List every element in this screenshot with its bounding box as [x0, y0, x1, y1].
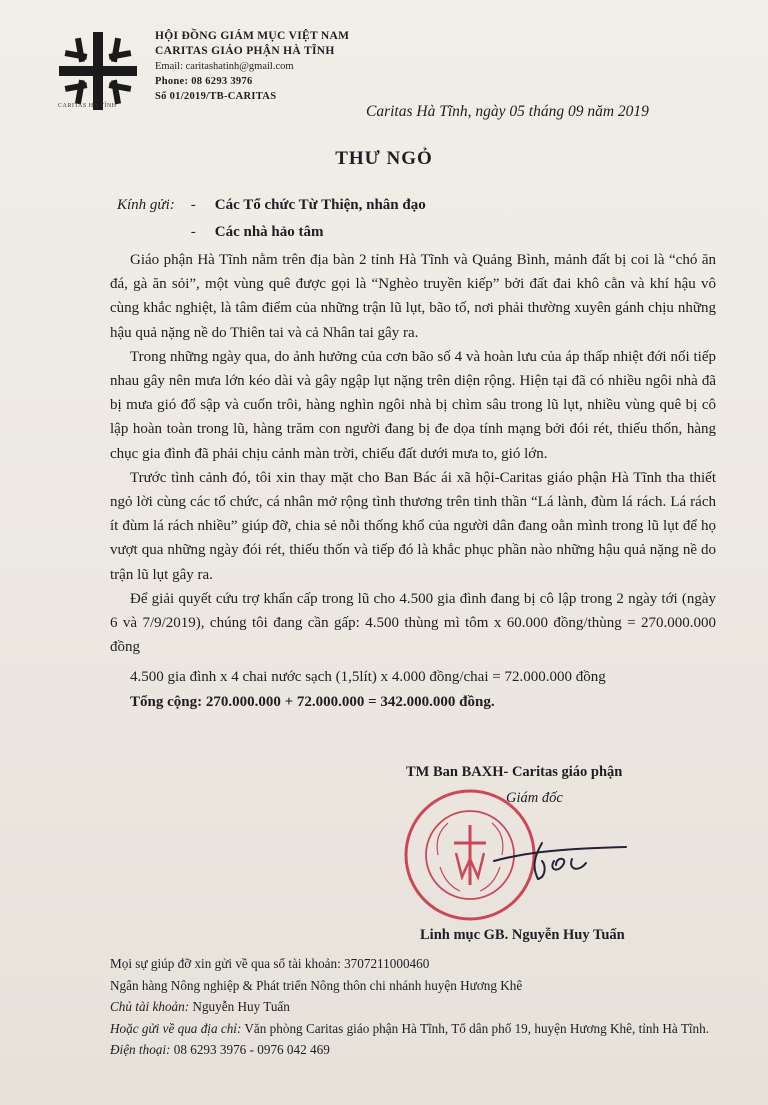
paragraph-3: Trước tình cảnh đó, tôi xin thay mặt cho Ban Bác ái xã hội-Caritas giáo phận Hà Tĩnh tha thiết ngỏ lời cùng các tổ chức, cá nhân mở rộng tình thương trên tinh thần “Lá lành, đùm lá rách. Lá rách ít đùm lá rách nhiều” giúp đỡ, chia sẻ nỗi thống khổ của người dân đang oằn mình trong lũ lụt để họ vượt qua những ngày đói rét, thiếu thốn và tiếp đó là khắc phục phần nào những hậu quả nặng nề do trận lũ lụt gây ra.: [110, 469, 716, 583]
phone-line: Phone: 08 6293 3976: [155, 76, 253, 87]
org-name-1: HỘI ĐỒNG GIÁM MỤC VIỆT NAM: [155, 30, 350, 42]
water-cost-line: 4.500 gia đình x 4 chai nước sạch (1,5lít) x 4.000 đồng/chai = 72.000.000 đồng: [130, 669, 606, 686]
phone-label: Điện thoại:: [110, 1042, 171, 1057]
holder-value: Nguyễn Huy Tuấn: [192, 999, 290, 1014]
paragraph-4: Để giải quyết cứu trợ khẩn cấp trong lũ cho 4.500 gia đình đang bị cô lập trong 2 ngày tới (ngày 6 và 7/9/2019), chúng tôi đang cần gấp: 4.500 thùng mì tôm x 60.000 đồng/thùng = 270.000.000 đồng: [110, 590, 716, 656]
total-line: Tổng cộng: 270.000.000 + 72.000.000 = 342.000.000 đồng.: [130, 693, 495, 710]
address-label: Hoặc gửi về qua địa chỉ:: [110, 1020, 242, 1036]
address-value: Văn phòng Caritas giáo phận Hà Tĩnh, Tổ dân phố 19, huyện Hương Khê, tỉnh Hà Tĩnh.: [244, 1020, 710, 1036]
signatory-name: Linh mục GB. Nguyễn Huy Tuấn: [420, 927, 625, 943]
recipient-item: Các Tổ chức Từ Thiện, nhân đạo: [214, 197, 426, 213]
handwritten-signature: [490, 835, 630, 885]
date-line: Caritas Hà Tĩnh, ngày 05 tháng 09 năm 2019: [366, 103, 649, 120]
caritas-logo: [55, 28, 141, 114]
letter-body: [110, 248, 716, 714]
recipients-label: Kính gửi:: [117, 197, 175, 213]
recipients: Kính gửi: - Các Tổ chức Từ Thiện, nhân đạo - Các nhà hảo tâm: [117, 192, 426, 246]
bank-line: Ngân hàng Nông nghiệp & Phát triển Nông thôn chi nhánh huyện Hương Khê: [110, 977, 523, 993]
letter-title: THƯ NGỎ: [335, 148, 433, 169]
holder-label: Chủ tài khoản:: [110, 999, 190, 1014]
paragraph-1: Giáo phận Hà Tĩnh nằm trên địa bàn 2 tỉnh Hà Tĩnh và Quảng Bình, mảnh đất bị coi là “chó ăn đá, gà ăn sỏi”, một vùng quê được gọi là “Nghèo truyền kiếp” bởi đất đai khô cằn và khí hậu vô cùng khắc nghiệt, là tâm điểm của những trận lũ lụt, bão tố, nơi phải thường xuyên gánh chịu những hậu quả nặng nề do Thiên tai và cả Nhân tai gây ra.: [110, 252, 716, 341]
logo-caption: CARITAS HÀ TĨNH: [58, 103, 117, 109]
org-name-2: CARITAS GIÁO PHẬN HÀ TĨNH: [155, 45, 335, 57]
letterhead: [155, 29, 349, 104]
paragraph-2: Trong những ngày qua, do ảnh hưởng của cơn bão số 4 và hoàn lưu của áp thấp nhiệt đới nối tiếp nhau gây nên mưa lớn kéo dài và gây ngập lụt nặng trên diện rộng. Hiện tại đã có nhiều ngôi nhà đã bị mưa gió đổ sập và cuốn trôi, hàng nghìn ngôi nhà bị chìm sâu trong lũ lụt, nhiều vùng quê bị cô lập hoàn toàn trong lũ, hàng trăm con người đang bị đe dọa tính mạng bởi đói rét, thiếu thốn, hàng chục gia đình đã phải chịu cảnh màn trời, chiếu đất dưới mưa to, gió lớn.: [110, 348, 716, 462]
recipient-item: Các nhà hảo tâm: [214, 224, 324, 240]
reference-number: Số 01/2019/TB-CARITAS: [155, 91, 277, 102]
phone-value: 08 6293 3976 - 0976 042 469: [173, 1042, 330, 1057]
signatory-org: TM Ban BAXH- Caritas giáo phận: [406, 764, 623, 780]
contact-footer: [110, 953, 720, 1061]
signatory-role: Giám đốc: [506, 790, 563, 806]
account-line: Mọi sự giúp đỡ xin gửi về qua số tài khoản: 3707211000460: [110, 956, 430, 971]
email-line: Email: caritashatinh@gmail.com: [155, 61, 294, 72]
